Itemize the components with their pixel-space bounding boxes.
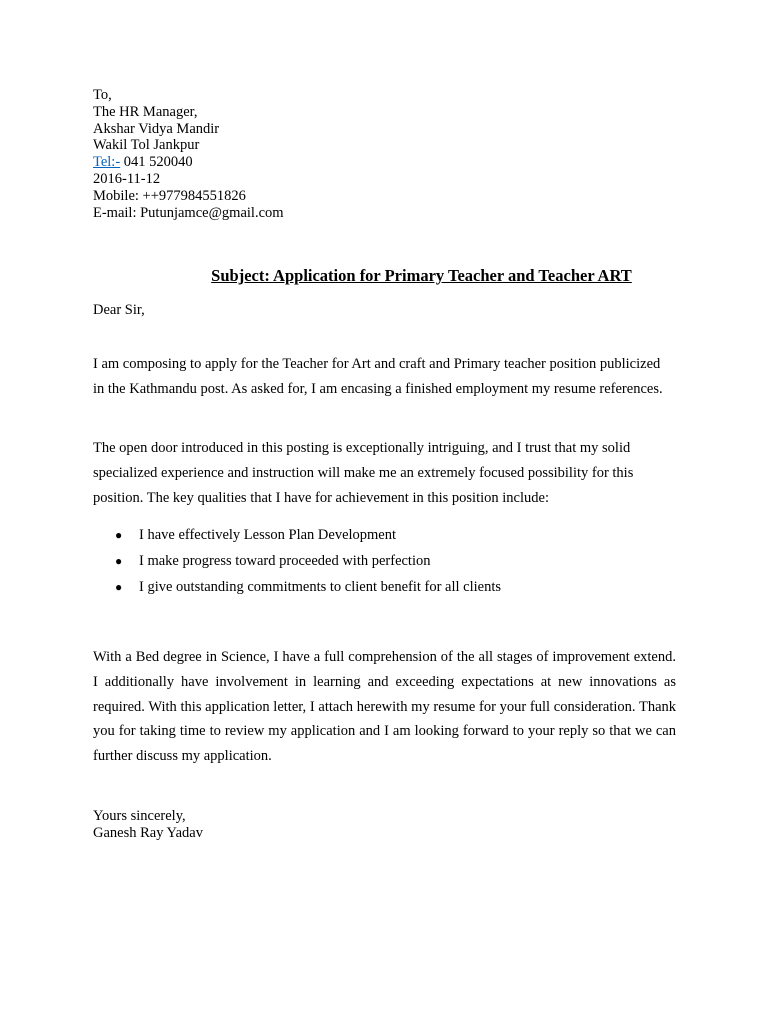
subject-line: Subject: Application for Primary Teacher and Teacher ART xyxy=(211,266,632,285)
address-organization: Akshar Vidya Mandir xyxy=(93,120,220,137)
signature-name: Ganesh Ray Yadav xyxy=(93,825,203,841)
bullet-icon: ● xyxy=(115,528,123,542)
paragraph-degree: With a Bed degree in Science, I have a full comprehension of the all stages of improvement extend. I additionally have involvement in learning and exceeding expectations at new innovations as required. With this application letter, I attach herewith my resume for your full consideration. Thank you for taking time to review my application and I am looking forward to your reply so that we can further discuss my application. xyxy=(93,649,676,765)
address-date: 2016-11-12 xyxy=(93,170,161,187)
address-telephone xyxy=(93,154,284,171)
address-block xyxy=(93,87,284,221)
qualities-list xyxy=(113,522,501,600)
bullet-icon: ● xyxy=(115,580,123,594)
list-item xyxy=(113,574,501,600)
address-recipient: The HR Manager, xyxy=(93,103,198,120)
address-location: Wakil Tol Jankpur xyxy=(93,137,200,154)
paragraph-qualities: The open door introduced in this posting is exceptionally intriguing, and I trust that my solid specialized experience and instruction will make me an extremely focused possibility for this position. The key qualities that I have for achievement in this position include: xyxy=(93,440,634,506)
list-item-text: I give outstanding commitments to client benefit for all clients xyxy=(139,579,502,595)
address-email: E-mail: Putunjamce@gmail.com xyxy=(93,204,284,221)
list-item-text: I make progress toward proceeded with perfection xyxy=(139,553,431,569)
salutation: Dear Sir, xyxy=(93,302,145,318)
list-item xyxy=(113,548,501,574)
paragraph-intro: I am composing to apply for the Teacher for Art and craft and Primary teacher position publicized in the Kathmandu post. As asked for, I am encasing a finished employment my resume references. xyxy=(93,356,663,397)
list-item-text: I have effectively Lesson Plan Development xyxy=(139,527,397,543)
closing-block xyxy=(93,808,203,842)
tel-link[interactable]: Tel:- xyxy=(93,154,121,171)
valediction: Yours sincerely, xyxy=(93,808,186,824)
bullet-icon: ● xyxy=(115,554,123,568)
list-item xyxy=(113,522,501,548)
address-to: To, xyxy=(93,87,112,103)
tel-number: 041 520040 xyxy=(120,154,193,171)
address-mobile: Mobile: ++977984551826 xyxy=(93,187,246,204)
